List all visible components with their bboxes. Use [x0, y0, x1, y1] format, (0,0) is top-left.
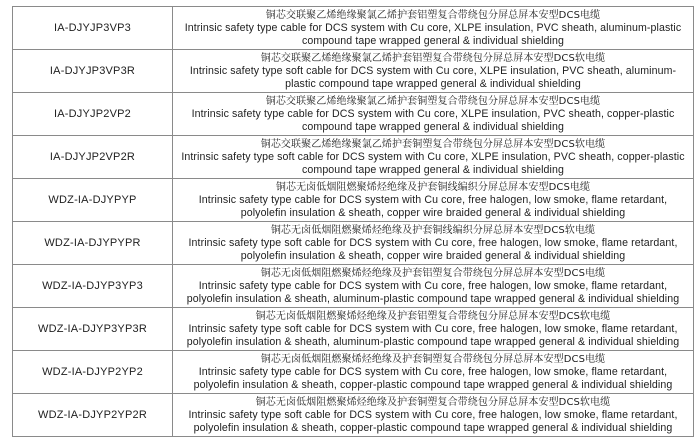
cable-description	[173, 179, 694, 222]
description-english-line: polyolefin insulation & sheath, copper-plastic compound tape wrapped general & individual shielding	[193, 421, 673, 434]
table-row	[13, 93, 694, 136]
description-chinese: 铜芯交联聚乙烯绝缘聚氯乙烯护套铜塑复合带绕包分屏总屏本安型DCS电缆	[265, 95, 601, 107]
description-english-line: polyolefin insulation & sheath, aluminum-plastic compound tape wrapped general & individual shielding	[186, 335, 680, 348]
model-code: WDZ-IA-DJYPYPR	[13, 222, 173, 265]
description-english-line: polyolefin insulation & sheath, aluminum-plastic compound tape wrapped general & individual shielding	[186, 292, 680, 305]
cable-description	[173, 93, 694, 136]
cable-description	[173, 136, 694, 179]
description-english-line: Intrinsic safety type soft cable for DCS system with Cu core, free halogen, low smoke, flame retardant,	[188, 322, 678, 335]
description-english-line: Intrinsic safety type cable for DCS system with Cu core, free halogen, low smoke, flame retardant,	[198, 279, 668, 292]
description-chinese: 铜芯无卤低烟阻燃聚烯烃绝缘及护套铜线编织分屏总屏本安型DCS软电缆	[270, 224, 596, 236]
cable-description	[173, 351, 694, 394]
description-chinese: 铜芯无卤低烟阻燃聚烯烃绝缘及护套铜塑复合带绕包分屏总屏本安型DCS软电缆	[255, 396, 611, 408]
model-code: IA-DJYJP3VP3R	[13, 50, 173, 93]
description-english-line: polyolefin insulation & sheath, copper-plastic compound tape wrapped general & individual shielding	[193, 378, 673, 391]
table-row	[13, 136, 694, 179]
description-english-line: plastic compound tape wrapped general & individual shielding	[285, 77, 581, 90]
description-english-line: Intrinsic safety type soft cable for DCS system with Cu core, XLPE insulation, PVC sheath, aluminum-	[189, 64, 677, 77]
description-chinese: 铜芯无卤低烟阻燃聚烯烃绝缘及护套铝塑复合带绕包分屏总屏本安型DCS软电缆	[255, 310, 611, 322]
description-english-line: polyolefin insulation & sheath, copper wire braided general & individual shielding	[240, 206, 626, 219]
description-english-line: Intrinsic safety type soft cable for DCS system with Cu core, free halogen, low smoke, flame retardant,	[188, 236, 678, 249]
table-row	[13, 265, 694, 308]
table-row	[13, 351, 694, 394]
description-english-line: Intrinsic safety type cable for DCS system with Cu core, free halogen, low smoke, flame retardant,	[198, 365, 668, 378]
cable-description	[173, 222, 694, 265]
description-english-line: Intrinsic safety type cable for DCS system with Cu core, XLPE insulation, PVC sheath, copper-plastic	[191, 107, 675, 120]
model-code: WDZ-IA-DJYP2YP2R	[13, 394, 173, 437]
model-code: IA-DJYJP2VP2	[13, 93, 173, 136]
description-chinese: 铜芯交联聚乙烯绝缘聚氯乙烯护套铜塑复合带绕包分屏总屏本安型DCS软电缆	[260, 138, 606, 150]
table-row	[13, 50, 694, 93]
table-row	[13, 308, 694, 351]
description-chinese: 铜芯无卤低烟阻燃聚烯烃绝缘及护套铝塑复合带绕包分屏总屏本安型DCS电缆	[260, 267, 606, 279]
model-code: WDZ-IA-DJYPYP	[13, 179, 173, 222]
model-code: IA-DJYJP3VP3	[13, 7, 173, 50]
table-row	[13, 222, 694, 265]
description-english-line: Intrinsic safety type cable for DCS system with Cu core, XLPE insulation, PVC sheath, aluminum-plastic	[184, 21, 682, 34]
description-english-line: Intrinsic safety type soft cable for DCS system with Cu core, XLPE insulation, PVC sheath, copper-plastic	[181, 150, 685, 163]
description-chinese: 铜芯无卤低烟阻燃聚烯烃绝缘及护套铜线编织分屏总屏本安型DCS电缆	[275, 181, 591, 193]
cable-description	[173, 50, 694, 93]
description-english-line: Intrinsic safety type cable for DCS system with Cu core, free halogen, low smoke, flame retardant,	[198, 193, 668, 206]
cable-description	[173, 265, 694, 308]
cable-description	[173, 7, 694, 50]
description-chinese: 铜芯交联聚乙烯绝缘聚氯乙烯护套铝塑复合带绕包分屏总屏本安型DCS软电缆	[260, 52, 606, 64]
description-chinese: 铜芯交联聚乙烯绝缘聚氯乙烯护套铝塑复合带绕包分屏总屏本安型DCS电缆	[265, 9, 601, 21]
table-row	[13, 7, 694, 50]
description-english-line: compound tape wrapped general & individual shielding	[302, 34, 564, 47]
model-code: WDZ-IA-DJYP3YP3	[13, 265, 173, 308]
cable-description	[173, 394, 694, 437]
description-english-line: polyolefin insulation & sheath, copper wire braided general & individual shielding	[240, 249, 626, 262]
description-chinese: 铜芯无卤低烟阻燃聚烯烃绝缘及护套铜塑复合带绕包分屏总屏本安型DCS电缆	[260, 353, 606, 365]
description-english-line: compound tape wrapped general & individual shielding	[302, 163, 564, 176]
table-row	[13, 179, 694, 222]
description-english-line: Intrinsic safety type soft cable for DCS system with Cu core, free halogen, low smoke, flame retardant,	[188, 408, 678, 421]
cable-description	[173, 308, 694, 351]
description-english-line: compound tape wrapped general & individual shielding	[302, 120, 564, 133]
model-code: WDZ-IA-DJYP2YP2	[13, 351, 173, 394]
model-code: WDZ-IA-DJYP3YP3R	[13, 308, 173, 351]
table-row	[13, 394, 694, 437]
cable-spec-table	[12, 6, 694, 437]
model-code: IA-DJYJP2VP2R	[13, 136, 173, 179]
